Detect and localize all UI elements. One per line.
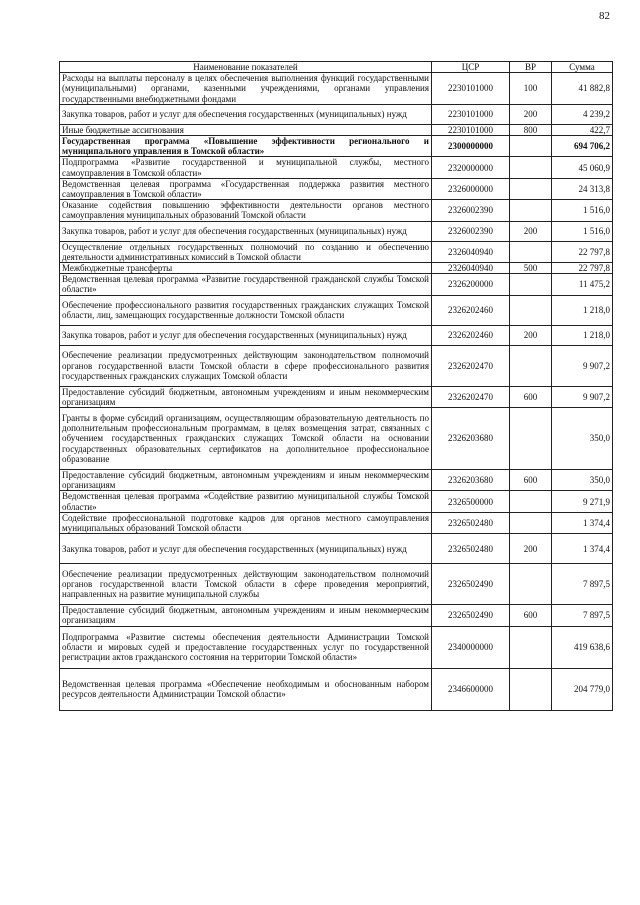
row-csr-cell: 2326502490 — [432, 564, 510, 605]
row-sum-cell: 694 706,2 — [552, 136, 613, 157]
row-csr-cell: 2300000000 — [432, 136, 510, 157]
column-header-name: Наименование показателей — [60, 62, 432, 73]
column-header-sum: Сумма — [552, 62, 613, 73]
row-csr-cell: 2326002390 — [432, 221, 510, 241]
row-csr-cell: 2230101000 — [432, 124, 510, 135]
row-csr-cell: 2326200000 — [432, 274, 510, 295]
row-csr-cell: 2230101000 — [432, 73, 510, 105]
row-vr-cell — [510, 668, 552, 710]
table-row — [60, 200, 613, 221]
table-row — [60, 325, 613, 345]
row-csr-cell: 2326502490 — [432, 605, 510, 626]
row-sum-cell: 1 374,4 — [552, 512, 613, 533]
row-name-cell: Обеспечение реализации предусмотренных действующим законодательством полномочий органов государственной власти Томской области в сфере проведения мероприятий, направленных на развитие муниципальной службы — [60, 564, 432, 605]
budget-table — [59, 61, 613, 711]
row-vr-cell: 800 — [510, 124, 552, 135]
row-csr-cell: 2326502480 — [432, 512, 510, 533]
table-row — [60, 605, 613, 626]
row-vr-cell — [510, 512, 552, 533]
row-name-cell: Расходы на выплаты персоналу в целях обеспечения выполнения функций государственными (муниципальными) органами, казенными учреждениями, органами управления государственными внебюджетными фондами — [60, 73, 432, 105]
row-vr-cell — [510, 564, 552, 605]
row-sum-cell: 24 313,8 — [552, 178, 613, 199]
row-sum-cell: 1 374,4 — [552, 534, 613, 564]
row-csr-cell: 2326040940 — [432, 263, 510, 274]
table-row — [60, 512, 613, 533]
row-name-cell: Содействие профессиональной подготовке кадров для органов местного самоуправления муниципальных образований Томской области — [60, 512, 432, 533]
row-csr-cell: 2326502480 — [432, 534, 510, 564]
row-sum-cell: 1 516,0 — [552, 200, 613, 221]
row-name-cell: Закупка товаров, работ и услуг для обеспечения государственных (муниципальных) нужд — [60, 325, 432, 345]
row-name-cell: Обеспечение профессионального развития государственных гражданских служащих Томской области, лиц, замещающих государственные должности Томской области — [60, 295, 432, 325]
row-vr-cell: 600 — [510, 386, 552, 407]
row-csr-cell: 2346600000 — [432, 668, 510, 710]
row-sum-cell: 41 882,8 — [552, 73, 613, 105]
row-vr-cell — [510, 345, 552, 386]
row-csr-cell: 2326002390 — [432, 200, 510, 221]
row-name-cell: Государственная программа «Повышение эффективности регионального и муниципального управления в Томской области» — [60, 136, 432, 157]
row-csr-cell: 2326000000 — [432, 178, 510, 199]
table-row — [60, 178, 613, 199]
table-row — [60, 408, 613, 470]
row-name-cell: Ведомственная целевая программа «Обеспечение необходимым и обоснованным набором ресурсов деятельности Администрации Томской области» — [60, 668, 432, 710]
row-sum-cell: 4 239,2 — [552, 104, 613, 124]
row-csr-cell: 2326203680 — [432, 408, 510, 470]
row-vr-cell: 200 — [510, 104, 552, 124]
table-row — [60, 626, 613, 668]
table-row — [60, 157, 613, 178]
row-sum-cell: 350,0 — [552, 408, 613, 470]
row-sum-cell: 22 797,8 — [552, 241, 613, 262]
table-row — [60, 295, 613, 325]
row-name-cell: Ведомственная целевая программа «Содействие развитию муниципальной службы Томской области» — [60, 491, 432, 512]
row-name-cell: Обеспечение реализации предусмотренных действующим законодательством полномочий органов государственной власти Томской области в сфере профессионального развития государственных гражданских служащих Томской области — [60, 345, 432, 386]
row-sum-cell: 1 516,0 — [552, 221, 613, 241]
row-sum-cell: 1 218,0 — [552, 295, 613, 325]
row-vr-cell: 200 — [510, 534, 552, 564]
row-name-cell: Подпрограмма «Развитие системы обеспечения деятельности Администрации Томской области и мировых судей и предоставление государственных услуг по государственной регистрации актов гражданского состояния на территории Томской области» — [60, 626, 432, 668]
row-vr-cell — [510, 200, 552, 221]
row-csr-cell: 2326203680 — [432, 470, 510, 491]
row-name-cell: Ведомственная целевая программа «Развитие государственной гражданской службы Томской области» — [60, 274, 432, 295]
row-sum-cell: 9 271,9 — [552, 491, 613, 512]
table-row — [60, 668, 613, 710]
row-name-cell: Закупка товаров, работ и услуг для обеспечения государственных (муниципальных) нужд — [60, 104, 432, 124]
row-sum-cell: 11 475,2 — [552, 274, 613, 295]
table-row — [60, 274, 613, 295]
row-csr-cell: 2326202460 — [432, 295, 510, 325]
row-sum-cell: 7 897,5 — [552, 605, 613, 626]
row-csr-cell: 2326040940 — [432, 241, 510, 262]
row-vr-cell — [510, 136, 552, 157]
row-csr-cell: 2340000000 — [432, 626, 510, 668]
row-csr-cell: 2326202460 — [432, 325, 510, 345]
row-csr-cell: 2230101000 — [432, 104, 510, 124]
row-vr-cell — [510, 241, 552, 262]
table-row — [60, 73, 613, 105]
row-vr-cell — [510, 178, 552, 199]
column-header-vr: ВР — [510, 62, 552, 73]
row-vr-cell: 200 — [510, 221, 552, 241]
row-name-cell: Межбюджетные трансферты — [60, 263, 432, 274]
table-row — [60, 104, 613, 124]
row-name-cell: Предоставление субсидий бюджетным, автономным учреждениям и иным некоммерческим организациям — [60, 605, 432, 626]
row-name-cell: Подпрограмма «Развитие государственной и муниципальной службы, местного самоуправления в Томской области» — [60, 157, 432, 178]
table-row — [60, 491, 613, 512]
row-name-cell: Закупка товаров, работ и услуг для обеспечения государственных (муниципальных) нужд — [60, 221, 432, 241]
row-vr-cell: 100 — [510, 73, 552, 105]
row-name-cell: Предоставление субсидий бюджетным, автономным учреждениям и иным некоммерческим организациям — [60, 386, 432, 407]
row-vr-cell: 200 — [510, 325, 552, 345]
row-name-cell: Осуществление отдельных государственных полномочий по созданию и обеспечению деятельности административных комиссий в Томской области — [60, 241, 432, 262]
table-row — [60, 534, 613, 564]
row-sum-cell: 7 897,5 — [552, 564, 613, 605]
row-name-cell: Гранты в форме субсидий организациям, осуществляющим образовательную деятельность по дополнительным профессиональным программам, в целях возмещения затрат, связанных с обучением государственных гражданских служащих Томской области на основании государственных образовательных сертификатов на дополнительное профессиональное образование — [60, 408, 432, 470]
row-sum-cell: 45 060,9 — [552, 157, 613, 178]
column-header-csr: ЦСР — [432, 62, 510, 73]
row-name-cell: Иные бюджетные ассигнования — [60, 124, 432, 135]
row-csr-cell: 2326202470 — [432, 386, 510, 407]
table-row — [60, 241, 613, 262]
page-number: 82 — [599, 10, 610, 22]
row-sum-cell: 9 907,2 — [552, 345, 613, 386]
row-vr-cell: 600 — [510, 605, 552, 626]
row-sum-cell: 22 797,8 — [552, 263, 613, 274]
row-name-cell: Предоставление субсидий бюджетным, автономным учреждениям и иным некоммерческим организациям — [60, 470, 432, 491]
row-sum-cell: 422,7 — [552, 124, 613, 135]
row-vr-cell: 500 — [510, 263, 552, 274]
table-row — [60, 263, 613, 274]
row-name-cell: Закупка товаров, работ и услуг для обеспечения государственных (муниципальных) нужд — [60, 534, 432, 564]
table-row — [60, 124, 613, 135]
row-vr-cell — [510, 491, 552, 512]
row-sum-cell: 350,0 — [552, 470, 613, 491]
row-vr-cell — [510, 408, 552, 470]
row-sum-cell: 204 779,0 — [552, 668, 613, 710]
table-body — [60, 73, 613, 710]
row-vr-cell — [510, 295, 552, 325]
table-header-row — [60, 62, 613, 73]
row-sum-cell: 1 218,0 — [552, 325, 613, 345]
table-row — [60, 221, 613, 241]
row-vr-cell — [510, 626, 552, 668]
row-csr-cell: 2326500000 — [432, 491, 510, 512]
row-csr-cell: 2326202470 — [432, 345, 510, 386]
row-vr-cell: 600 — [510, 470, 552, 491]
row-csr-cell: 2320000000 — [432, 157, 510, 178]
table-row — [60, 564, 613, 605]
row-vr-cell — [510, 274, 552, 295]
table-row — [60, 136, 613, 157]
row-name-cell: Ведомственная целевая программа «Государственная поддержка развития местного самоуправления в Томской области» — [60, 178, 432, 199]
table-row — [60, 345, 613, 386]
row-name-cell: Оказание содействия повышению эффективности деятельности органов местного самоуправления муниципальных образований Томской области — [60, 200, 432, 221]
table-row — [60, 386, 613, 407]
row-sum-cell: 419 638,6 — [552, 626, 613, 668]
row-vr-cell — [510, 157, 552, 178]
row-sum-cell: 9 907,2 — [552, 386, 613, 407]
table-row — [60, 470, 613, 491]
